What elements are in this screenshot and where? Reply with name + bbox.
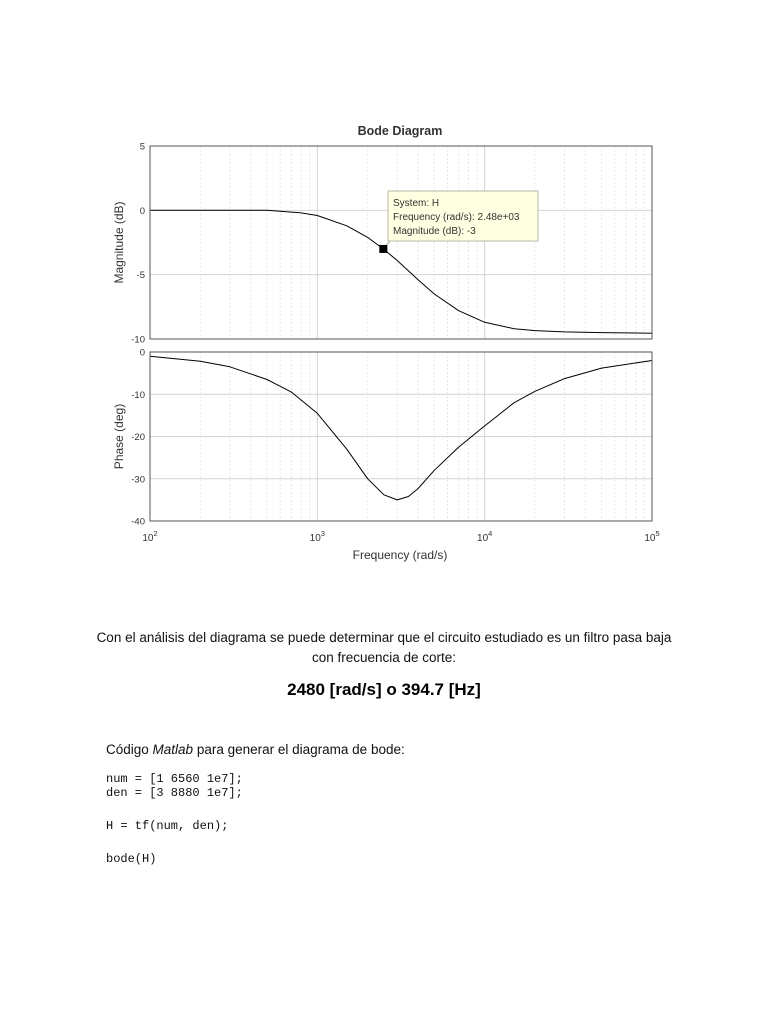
code-intro-italic: Matlab [152, 742, 194, 757]
code-line-2: den = [3 8880 1e7]; [106, 786, 243, 800]
code-intro [106, 742, 405, 757]
magnitude-panel [131, 142, 652, 346]
x-tick-label: $10^4$ [477, 529, 493, 544]
datatip-line: System: H [393, 198, 440, 209]
magnitude-y-tick-label: -5 [136, 270, 145, 282]
phase-panel [131, 348, 659, 545]
bode-title: Bode Diagram [357, 124, 443, 138]
x-tick-label: $10^2$ [142, 529, 158, 544]
datatip-line: Magnitude (dB): -3 [393, 226, 476, 237]
datatip-line: Frequency (rad/s): 2.48e+03 [393, 212, 520, 223]
magnitude-y-tick-label: -10 [131, 334, 145, 346]
magnitude-plot-area [150, 146, 652, 339]
magnitude-axis-label: Magnitude (dB) [112, 201, 126, 284]
magnitude-y-tick-label: 5 [139, 141, 145, 153]
code-intro-before: Código [106, 742, 153, 757]
cutoff-frequency-result: 2480 [rad/s] o 394.7 [Hz] [287, 680, 481, 699]
phase-y-tick-label: -30 [131, 474, 145, 486]
magnitude-y-tick-label: 0 [139, 205, 145, 217]
code-line-4: bode(H) [106, 852, 157, 866]
frequency-axis-label: Frequency (rad/s) [352, 548, 448, 562]
phase-y-tick-label: 0 [139, 347, 145, 359]
x-tick-label: $10^3$ [309, 529, 325, 544]
datatip-marker[interactable] [379, 245, 387, 253]
code-line-3: H = tf(num, den); [106, 819, 229, 833]
phase-y-tick-label: -20 [131, 432, 145, 443]
phase-y-tick-label: -40 [131, 516, 145, 528]
analysis-line-1: Con el análisis del diagrama se puede determinar que el circuito estudiado es un filtro pasa baja [96, 630, 672, 645]
analysis-line-2: con frecuencia de corte: [311, 650, 457, 665]
code-line-1: num = [1 6560 1e7]; [106, 772, 243, 786]
x-tick-label: $10^5$ [644, 529, 660, 544]
code-intro-after: para generar el diagrama de bode: [193, 742, 405, 757]
analysis-paragraph [80, 628, 688, 668]
phase-y-tick-label: -10 [131, 389, 145, 401]
phase-axis-label: Phase (deg) [112, 403, 126, 470]
